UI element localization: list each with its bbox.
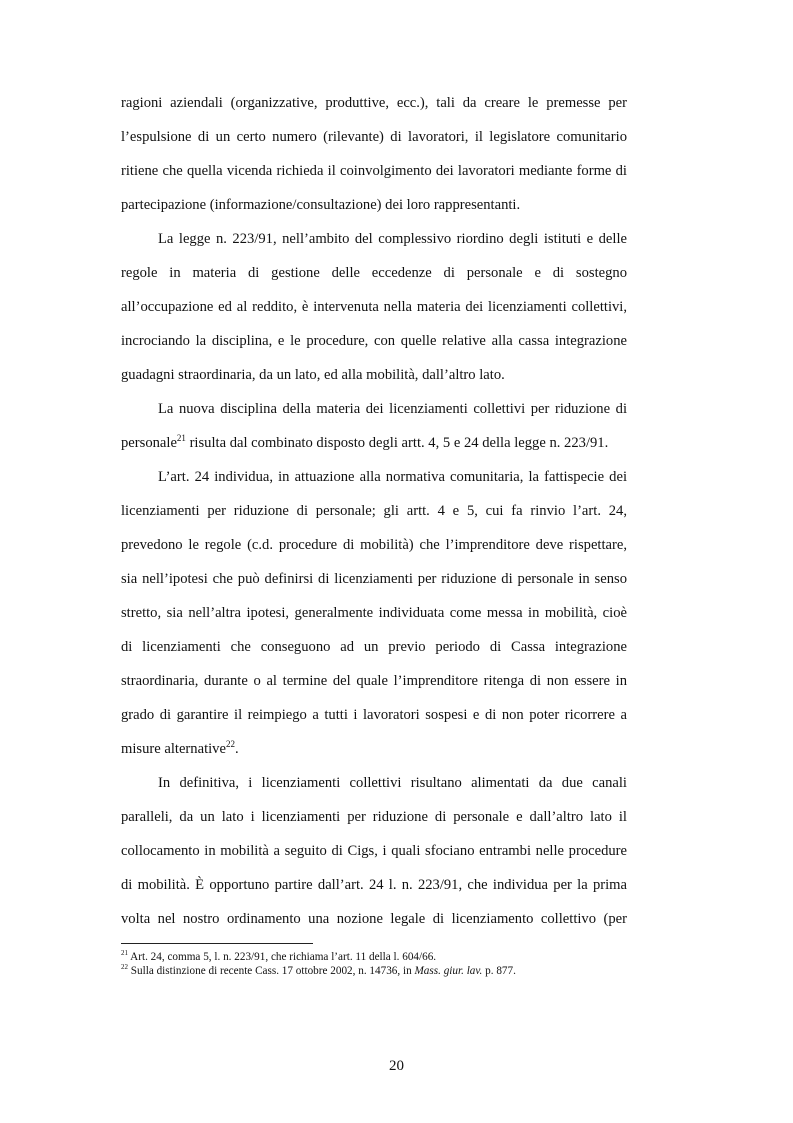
body-line: stretto, sia nell’altra ipotesi, generalmente individuata come messa in mobilità, cioè [121, 605, 627, 621]
body-line: licenziamenti per riduzione di personale; gli artt. 4 e 5, cui fa rinvio l’art. 24, [121, 503, 627, 519]
body-line: prevedono le regole (c.d. procedure di mobilità) che l’imprenditore deve rispettare, [121, 537, 627, 553]
body-text: personale [121, 435, 177, 451]
body-text: misure alternative [121, 741, 226, 757]
footnote-21 [121, 950, 641, 964]
footnote-ref-21[interactable]: 21 [176, 433, 186, 443]
footnote-text: Art. 24, comma 5, l. n. 223/91, che richiama l’art. 11 della l. 604/66. [128, 951, 437, 963]
body-line: straordinaria, durante o al termine del quale l’imprenditore ritenga di non essere in [121, 673, 627, 689]
body-line: La nuova disciplina della materia dei licenziamenti collettivi per riduzione di [158, 401, 627, 417]
footnote-number: 21 [121, 949, 128, 957]
body-line: grado di garantire il reimpiego a tutti i lavoratori sospesi e di non poter ricorrere a [121, 707, 627, 723]
body-line: ritiene che quella vicenda richieda il coinvolgimento dei lavoratori mediante forme di [121, 163, 627, 179]
body-text: risulta dal combinato disposto degli artt. 4, 5 e 24 della legge n. 223/91. [185, 435, 609, 451]
body-line: La legge n. 223/91, nell’ambito del complessivo riordino degli istituti e delle [158, 231, 627, 247]
body-line: regole in materia di gestione delle eccedenze di personale e di sostegno [121, 265, 627, 281]
body-line: l’espulsione di un certo numero (rilevante) di lavoratori, il legislatore comunitario [121, 129, 627, 145]
page-number: 20 [389, 1058, 404, 1074]
body-line: L’art. 24 individua, in attuazione alla normativa comunitaria, la fattispecie dei [158, 469, 627, 485]
body-line: incrociando la disciplina, e le procedure, con quelle relative alla cassa integrazione [121, 333, 627, 349]
body-line: collocamento in mobilità a seguito di Cigs, i quali sfociano entrambi nelle procedure [121, 843, 627, 859]
body-line: partecipazione (informazione/consultazione) dei loro rappresentanti. [121, 197, 521, 213]
body-line: sia nell’ipotesi che può definirsi di licenziamenti per riduzione di personale in senso [121, 571, 627, 587]
body-line: paralleli, da un lato i licenziamenti per riduzione di personale e dall’altro lato il [121, 809, 627, 825]
footnote-number: 22 [121, 963, 128, 971]
footnote-text: p. 877. [482, 965, 516, 977]
body-line [121, 740, 627, 758]
footnote-source: Mass. giur. lav. [414, 965, 483, 977]
body-line: volta nel nostro ordinamento una nozione legale di licenziamento collettivo (per [121, 911, 627, 927]
body-line: In definitiva, i licenziamenti collettivi risultano alimentati da due canali [158, 775, 627, 791]
body-line: all’occupazione ed al reddito, è intervenuta nella materia dei licenziamenti collettivi, [121, 299, 627, 315]
footnote-separator [121, 943, 313, 944]
body-line: di licenziamenti che conseguono ad un previo periodo di Cassa integrazione [121, 639, 627, 655]
footnote-22 [121, 964, 641, 978]
body-text: . [234, 741, 239, 757]
body-line [121, 434, 627, 452]
footnote-text: Sulla distinzione di recente Cass. 17 ottobre 2002, n. 14736, in [128, 965, 415, 977]
body-line: guadagni straordinaria, da un lato, ed alla mobilità, dall’altro lato. [121, 367, 505, 383]
body-line: di mobilità. È opportuno partire dall’art. 24 l. n. 223/91, che individua per la prima [121, 877, 627, 893]
body-line: ragioni aziendali (organizzative, produttive, ecc.), tali da creare le premesse per [121, 95, 627, 111]
footnote-ref-22[interactable]: 22 [225, 739, 235, 749]
